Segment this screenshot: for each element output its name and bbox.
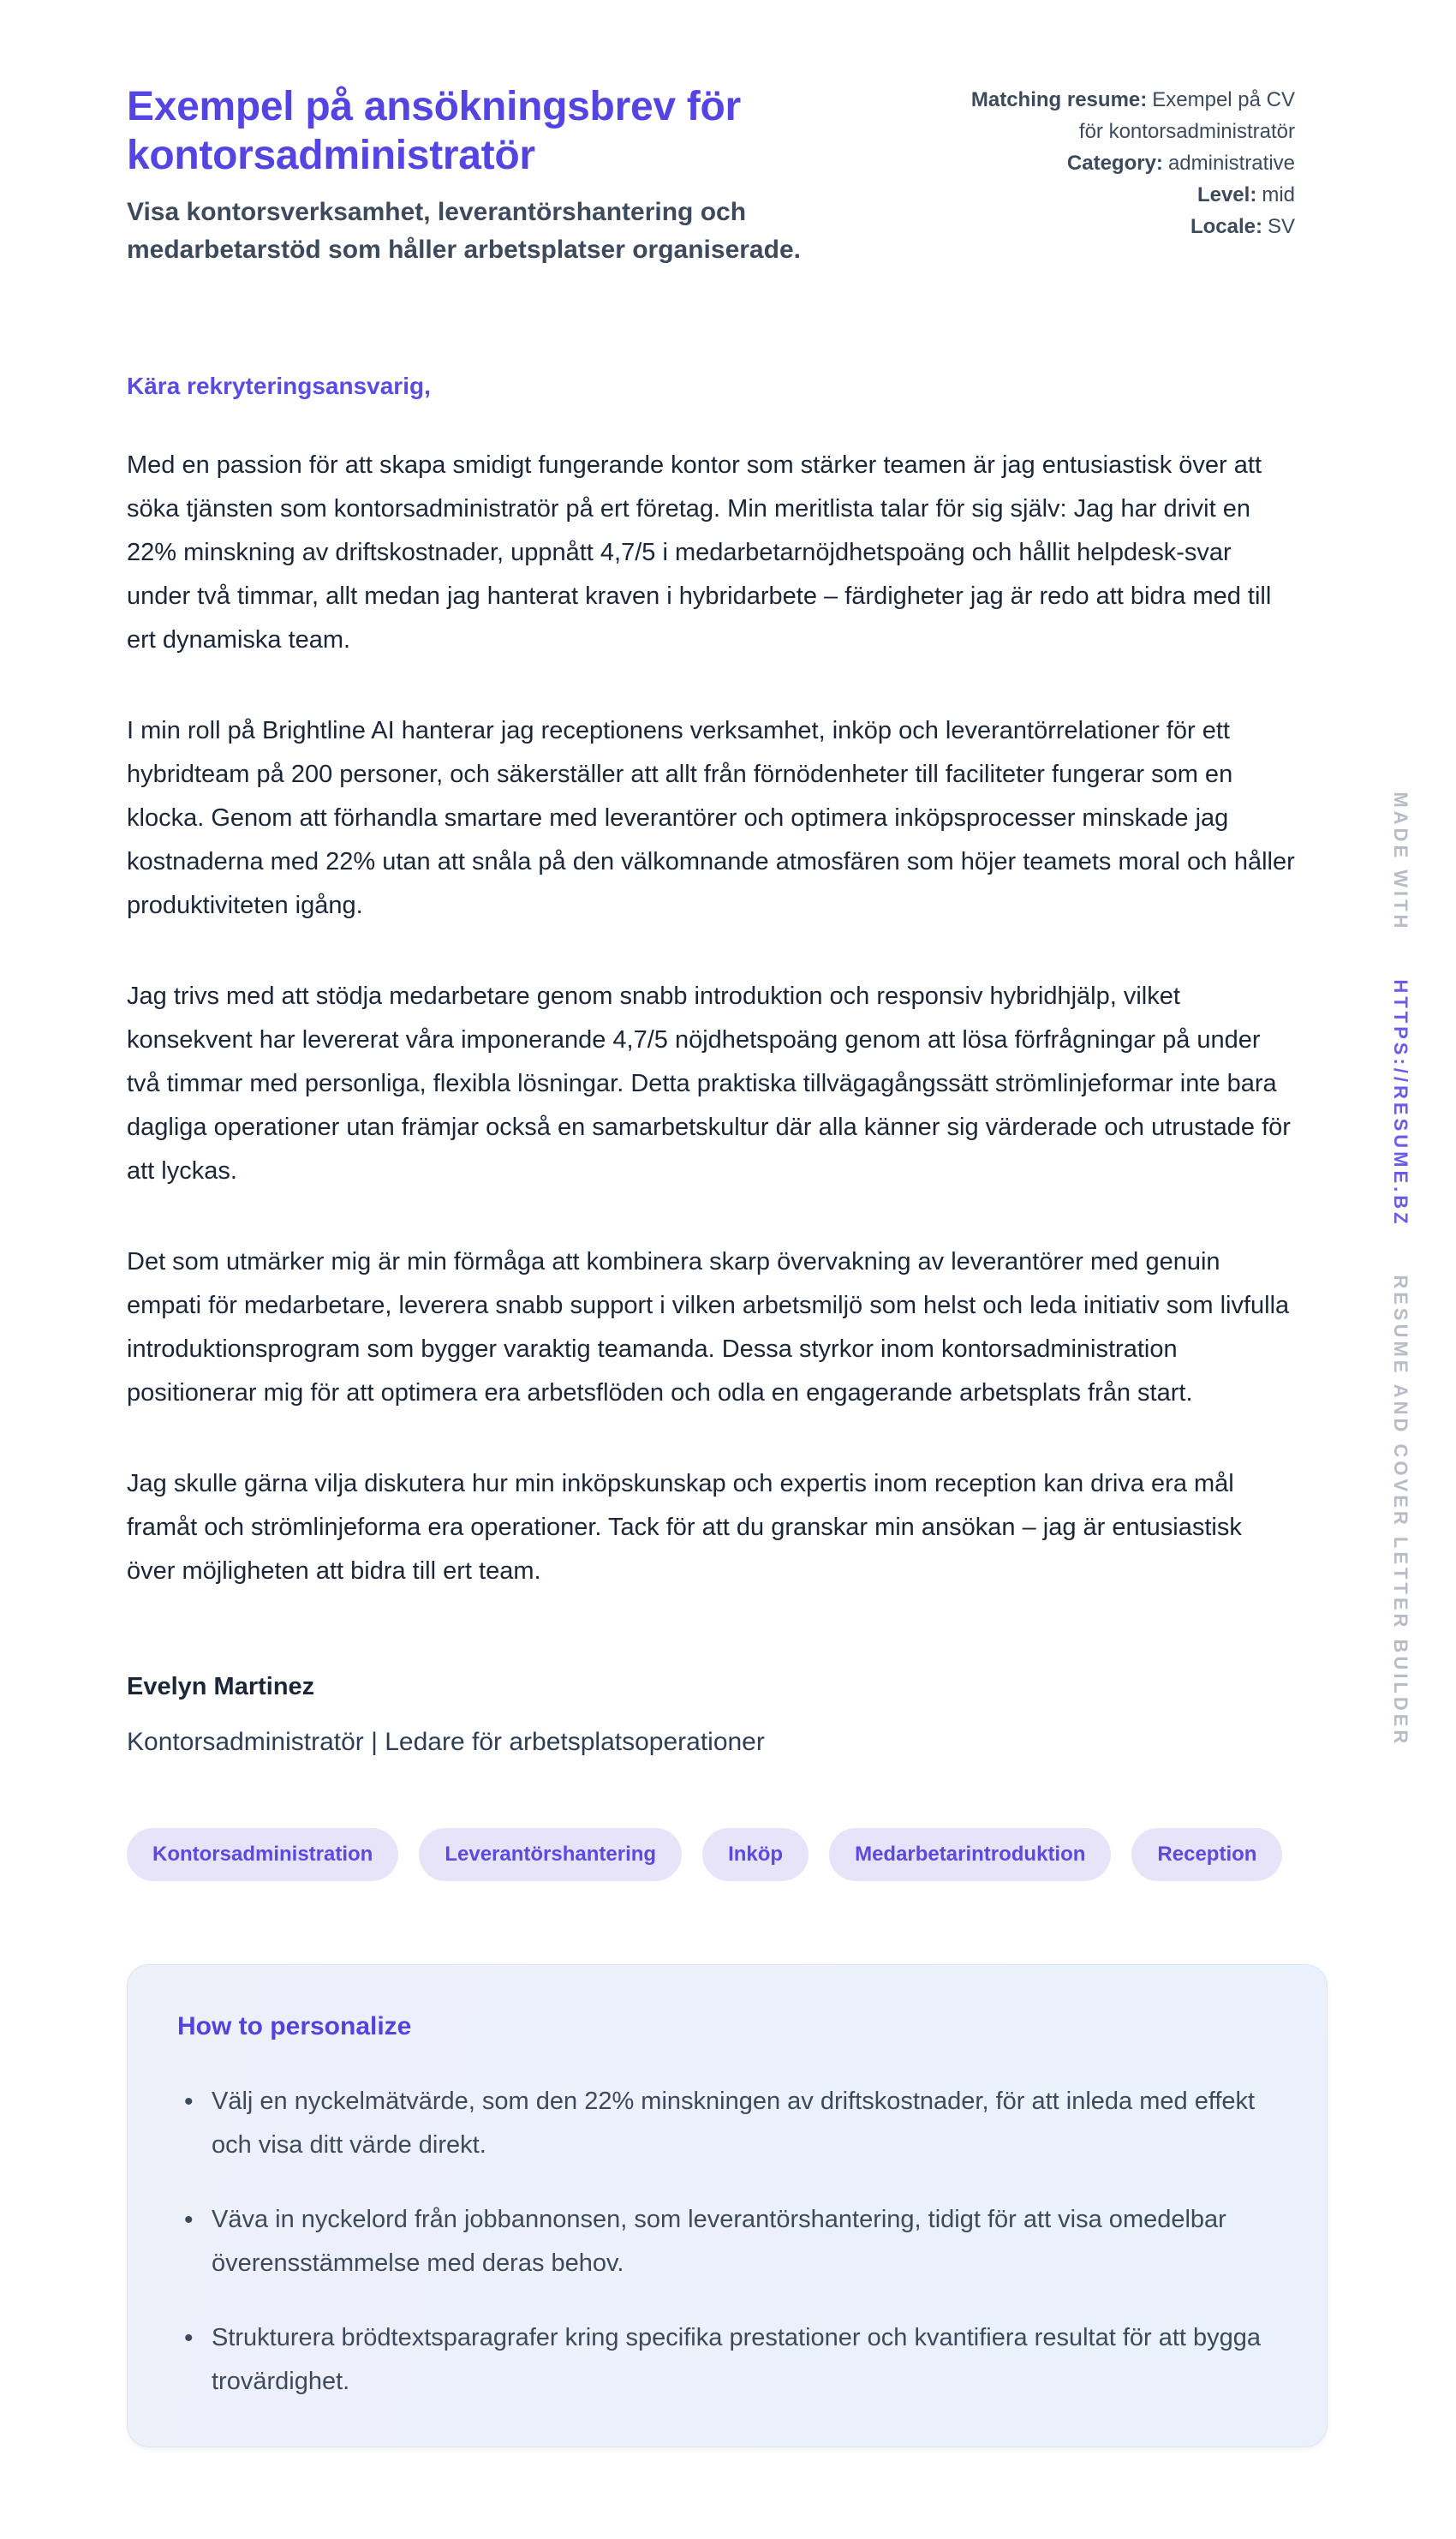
header bbox=[127, 0, 1295, 269]
letter-paragraph-5: Jag skulle gärna vilja diskutera hur min inköpskunskap och expertis inom reception kan driva era mål framåt och strömlinjeforma era operationer. Tack för att du granskar min ansökan – jag är entusiastisk över möjligheten att bidra till ert team. bbox=[127, 1470, 1242, 1585]
meta-value: administrative bbox=[1167, 152, 1295, 175]
meta-value: mid bbox=[1262, 183, 1295, 206]
content-column bbox=[127, 0, 1295, 2447]
watermark-made-with: MADE WITH bbox=[1390, 792, 1411, 932]
watermark bbox=[1389, 792, 1411, 1747]
tip-item-2: • Väva in nyckelord från jobbannonsen, som leverantörshantering, tidigt för att visa omedelbar överensstämmelse med deras behov. bbox=[177, 2198, 1277, 2285]
meta-label: Category: bbox=[1066, 152, 1163, 175]
page-subtitle: Visa kontorsverksamhet, leverantörshantering och medarbetarstöd som håller arbetsplatser organiserade. bbox=[127, 198, 801, 264]
meta-value: Exempel på CV för kontorsadministratör bbox=[1078, 88, 1295, 143]
tag-pill-inkop[interactable]: Inköp bbox=[702, 1828, 809, 1881]
meta-label: Matching resume: bbox=[970, 88, 1148, 111]
meta-label: Locale: bbox=[1190, 215, 1262, 238]
tags-row bbox=[127, 1828, 1295, 1881]
meta-value: SV bbox=[1267, 215, 1295, 238]
tag-pill-kontorsadministration[interactable]: Kontorsadministration bbox=[127, 1828, 398, 1881]
tag-pill-reception[interactable]: Reception bbox=[1131, 1828, 1282, 1881]
meta-row-matching-resume bbox=[970, 84, 1295, 147]
letter-paragraph-2: I min roll på Brightline AI hanterar jag receptionens verksamhet, inköp och leverantörrelationer för ett hybridteam på 200 personer, och säkerställer att allt från förnödenheter till faciliteter fungerar som en klocka. Genom att förhandla smartare med leverantörer och optimera inköpsprocesser minskade jag kostnaderna med 22% utan att snåla på den välkomnande atmosfären som höjer teamets moral och håller produktiviteten igång. bbox=[127, 717, 1295, 919]
signature-role: Kontorsadministratör | Ledare för arbetsplatsoperationer bbox=[127, 1728, 765, 1756]
tip-item-3: • Strukturera brödtextsparagrafer kring specifika prestationer och kvantifiera resultat för att bygga trovärdighet. bbox=[177, 2316, 1277, 2404]
signature-name: Evelyn Martinez bbox=[127, 1673, 315, 1700]
letter-paragraph-1: Med en passion för att skapa smidigt fungerande kontor som stärker teamen är jag entusiastisk över att söka tjänsten som kontorsadministratör på ert företag. Min meritlista talar för sig själv: Jag har drivit en 22% minskning av driftskostnader, uppnått 4,7/5 i medarbetarnöjdhetspoäng och hållit helpdesk-svar under två timmar, allt medan jag hanterat kraven i hybridarbete – färdigheter jag är redo att bidra med till ert dynamiska team. bbox=[127, 451, 1272, 654]
meta-row-level bbox=[970, 179, 1295, 211]
tips-list bbox=[177, 2080, 1277, 2404]
tag-pill-leverantorshantering[interactable]: Leverantörshantering bbox=[419, 1828, 682, 1881]
watermark-link[interactable]: HTTPS://RESUME.BZ bbox=[1390, 979, 1411, 1228]
tip-item-1: • Välj en nyckelmätvärde, som den 22% minskningen av driftskostnader, för att inleda med effekt och visa ditt värde direkt. bbox=[177, 2080, 1277, 2167]
page-title: Exempel på ansökningsbrev för kontorsadministratör bbox=[127, 84, 741, 178]
tips-heading: How to personalize bbox=[177, 2012, 412, 2040]
tag-pill-medarbetarintroduktion[interactable]: Medarbetarintroduktion bbox=[829, 1828, 1111, 1881]
watermark-tagline: RESUME AND COVER LETTER BUILDER bbox=[1390, 1275, 1411, 1747]
meta-row-locale bbox=[970, 211, 1295, 242]
letter-paragraph-3: Jag trivs med att stödja medarbetare genom snabb introduktion och responsiv hybridhjälp, vilket konsekvent har levererat våra imponerande 4,7/5 nöjdhetspoäng genom att lösa förfrågningar på under två timmar med personliga, flexibla lösningar. Detta praktiska tillvägagångssätt strömlinjeformar inte bara dagliga operationer utan främjar också en samarbetskultur där alla känner sig värderade och utrustade för att lyckas. bbox=[127, 983, 1291, 1185]
meta-panel bbox=[970, 84, 1295, 242]
meta-row-category bbox=[970, 147, 1295, 179]
meta-label: Level: bbox=[1196, 183, 1257, 206]
letter-paragraph-4: Det som utmärker mig är min förmåga att kombinera skarp övervakning av leverantörer med genuin empati för medarbetare, leverera snabb support i vilken arbetsmiljö som helst och leda initiativ som livfulla introduktionsprogram som bygger varaktig teamanda. Dessa styrkor inom kontorsadministration positionerar mig för att optimera era arbetsflöden och odla en engagerande arbetsplats från start. bbox=[127, 1248, 1290, 1407]
tips-card bbox=[127, 1964, 1328, 2447]
letter-greeting: Kära rekryteringsansvarig, bbox=[127, 373, 431, 399]
